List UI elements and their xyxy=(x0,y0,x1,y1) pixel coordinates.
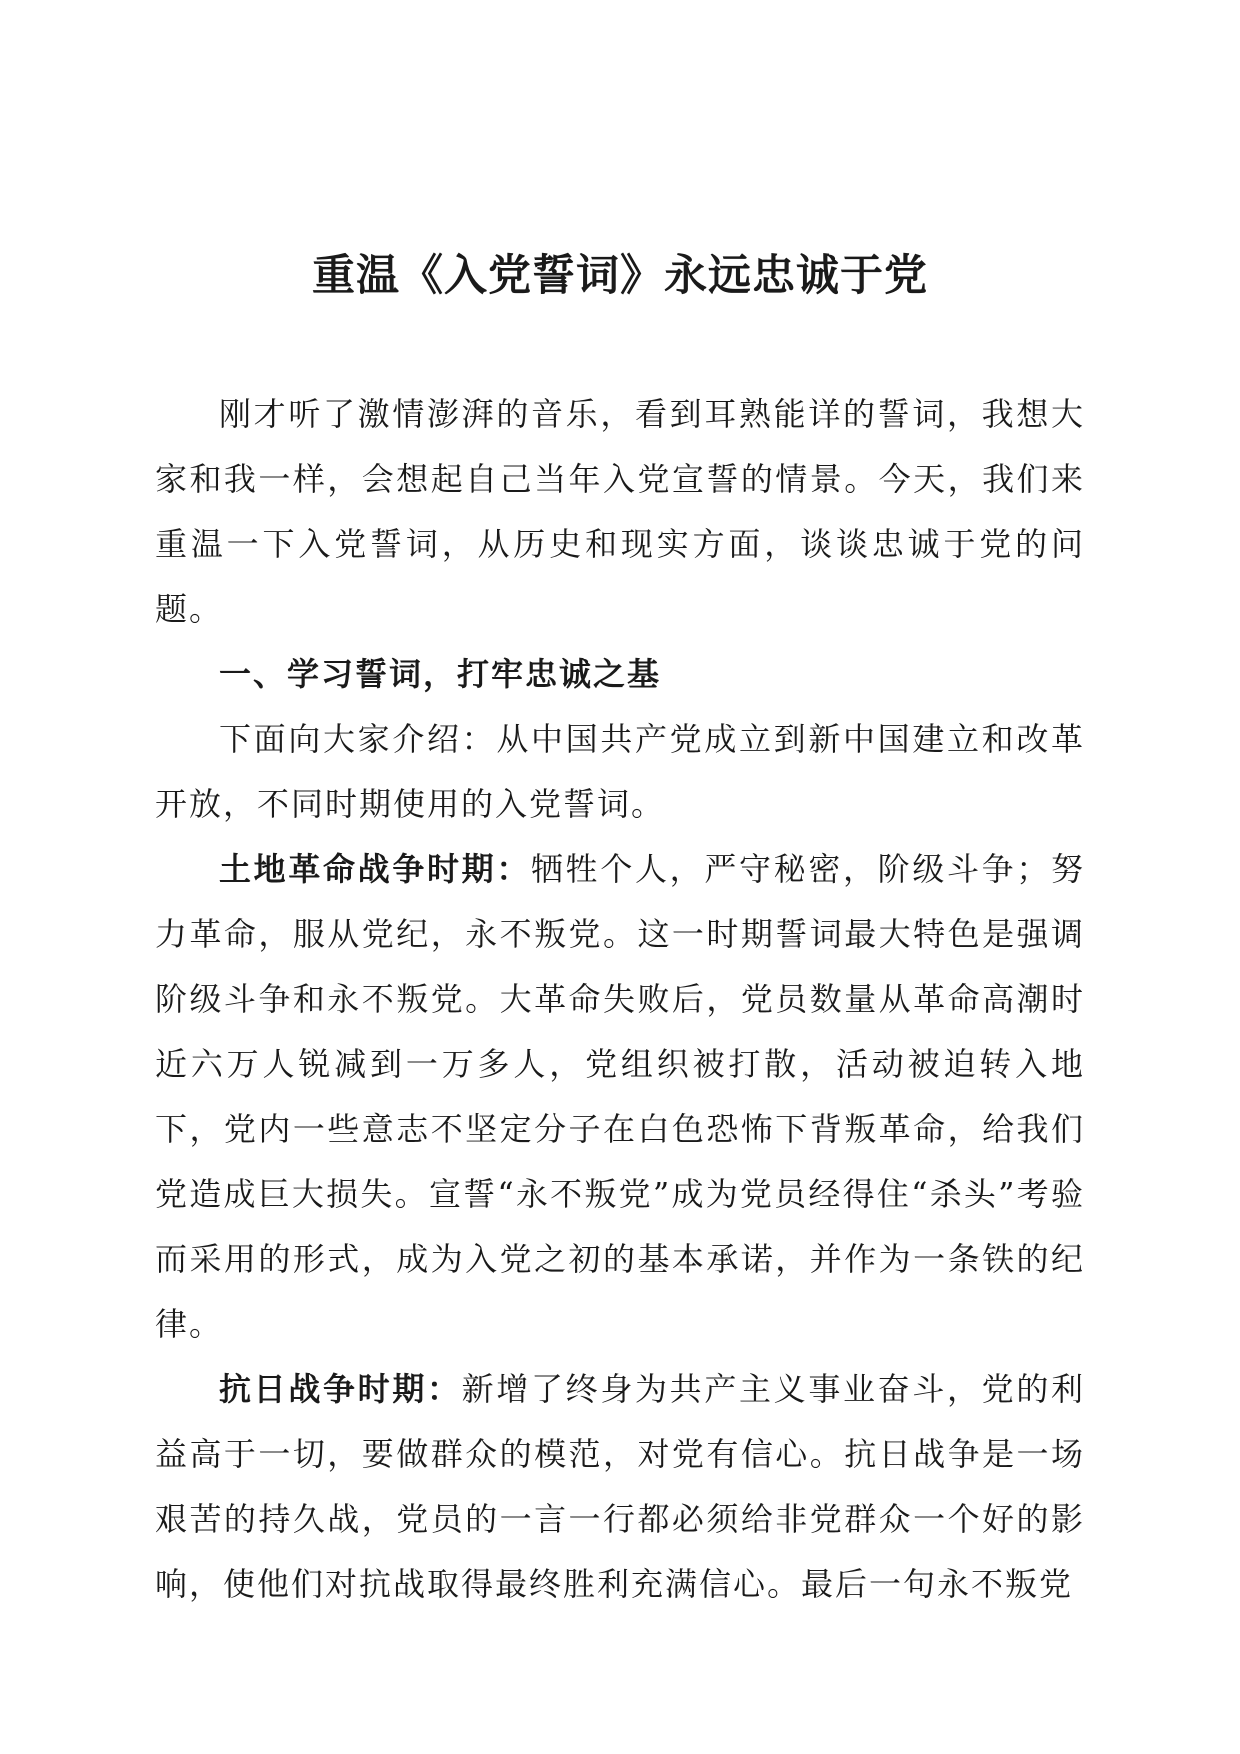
intro-oath-paragraph xyxy=(155,707,1085,837)
anti-japanese-paragraph xyxy=(155,1357,1085,1617)
intro-oath-text: 下面向大家介绍：从中国共产党成立到新中国建立和改革开放，不同时期使用的入党誓词。 xyxy=(155,720,1085,823)
section-heading-text: 一、学习誓词，打牢忠诚之基 xyxy=(219,655,662,693)
intro-text: 刚才听了激情澎湃的音乐，看到耳熟能详的誓词，我想大家和我一样，会想起自己当年入党宣誓的情景。今天，我们来重温一下入党誓词，从历史和现实方面，谈谈忠诚于党的问题。 xyxy=(155,395,1085,628)
document-body xyxy=(155,382,1085,1617)
land-revolution-label: 土地革命战争时期： xyxy=(219,850,531,888)
document-title: 重温《入党誓词》永远忠诚于党 xyxy=(312,251,928,301)
land-revolution-text: 牺牲个人，严守秘密，阶级斗争；努力革命，服从党纪，永不叛党。这一时期誓词最大特色是强调阶级斗争和永不叛党。大革命失败后，党员数量从革命高潮时近六万人锐减到一万多人，党组织被打散，活动被迫转入地下，党内一些意志不坚定分子在白色恐怖下背叛革命，给我们党造成巨大损失。宣誓“永不叛党”成为党员经得住“杀头”考验而采用的形式，成为入党之初的基本承诺，并作为一条铁的纪律。 xyxy=(155,850,1085,1343)
anti-japanese-text: 新增了终身为共产主义事业奋斗，党的利益高于一切，要做群众的模范，对党有信心。抗日战争是一场艰苦的持久战，党员的一言一行都必须给非党群众一个好的影响，使他们对抗战取得最终胜利充满信心。最后一句永不叛党 xyxy=(155,1370,1085,1603)
anti-japanese-label: 抗日战争时期： xyxy=(219,1370,462,1408)
intro-paragraph xyxy=(155,382,1085,642)
section-heading xyxy=(155,642,1085,707)
land-revolution-paragraph xyxy=(155,837,1085,1357)
